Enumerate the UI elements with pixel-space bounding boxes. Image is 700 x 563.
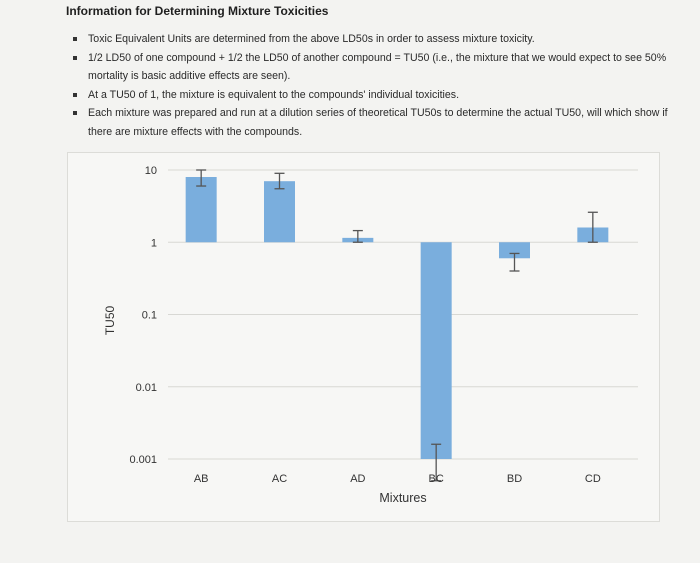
chart-panel [67,152,660,522]
x-axis-label: Mixtures [379,491,427,505]
y-tick-label: 1 [150,237,157,250]
x-tick-label-cd: CD [584,473,601,485]
bar-ab [186,177,217,242]
bar-ac [264,181,295,242]
x-tick-label-bc: BC [428,473,444,485]
bullet-tu50-of-one: At a TU50 of 1, the mixture is equivalent to the compounds' individual toxicities. [66,86,676,105]
x-tick-label-ac: AC [271,473,288,485]
x-tick-label-ad: AD [350,473,366,485]
x-tick-label-ab: AB [193,473,209,485]
bullet-tu50-definition: 1/2 LD50 of one compound + 1/2 the LD50 of another compound = TU50 (i.e., the mixture that we would expect to see 50% mortality is basic additive effects are seen). [66,49,676,86]
x-tick-label-bd: BD [506,473,523,485]
y-tick-label: 10 [144,165,157,177]
bullet-list [66,30,676,141]
tu50-bar-chart [68,153,659,521]
bullet-toxic-equivalent: Toxic Equivalent Units are determined from the above LD50s in order to assess mixture toxicity. [66,30,676,49]
y-axis-label: TU50 [103,305,117,336]
y-tick-label: 0.01 [135,381,157,394]
y-tick-label: 0.1 [141,309,157,322]
page-title: Information for Determining Mixture Toxicities [66,4,329,18]
bullet-dilution-series: Each mixture was prepared and run at a dilution series of theoretical TU50s to determine the actual TU50, will which show if there are mixture effects with the compounds. [66,104,676,141]
bar-bc [421,242,452,459]
y-tick-label: 0.001 [129,454,157,466]
